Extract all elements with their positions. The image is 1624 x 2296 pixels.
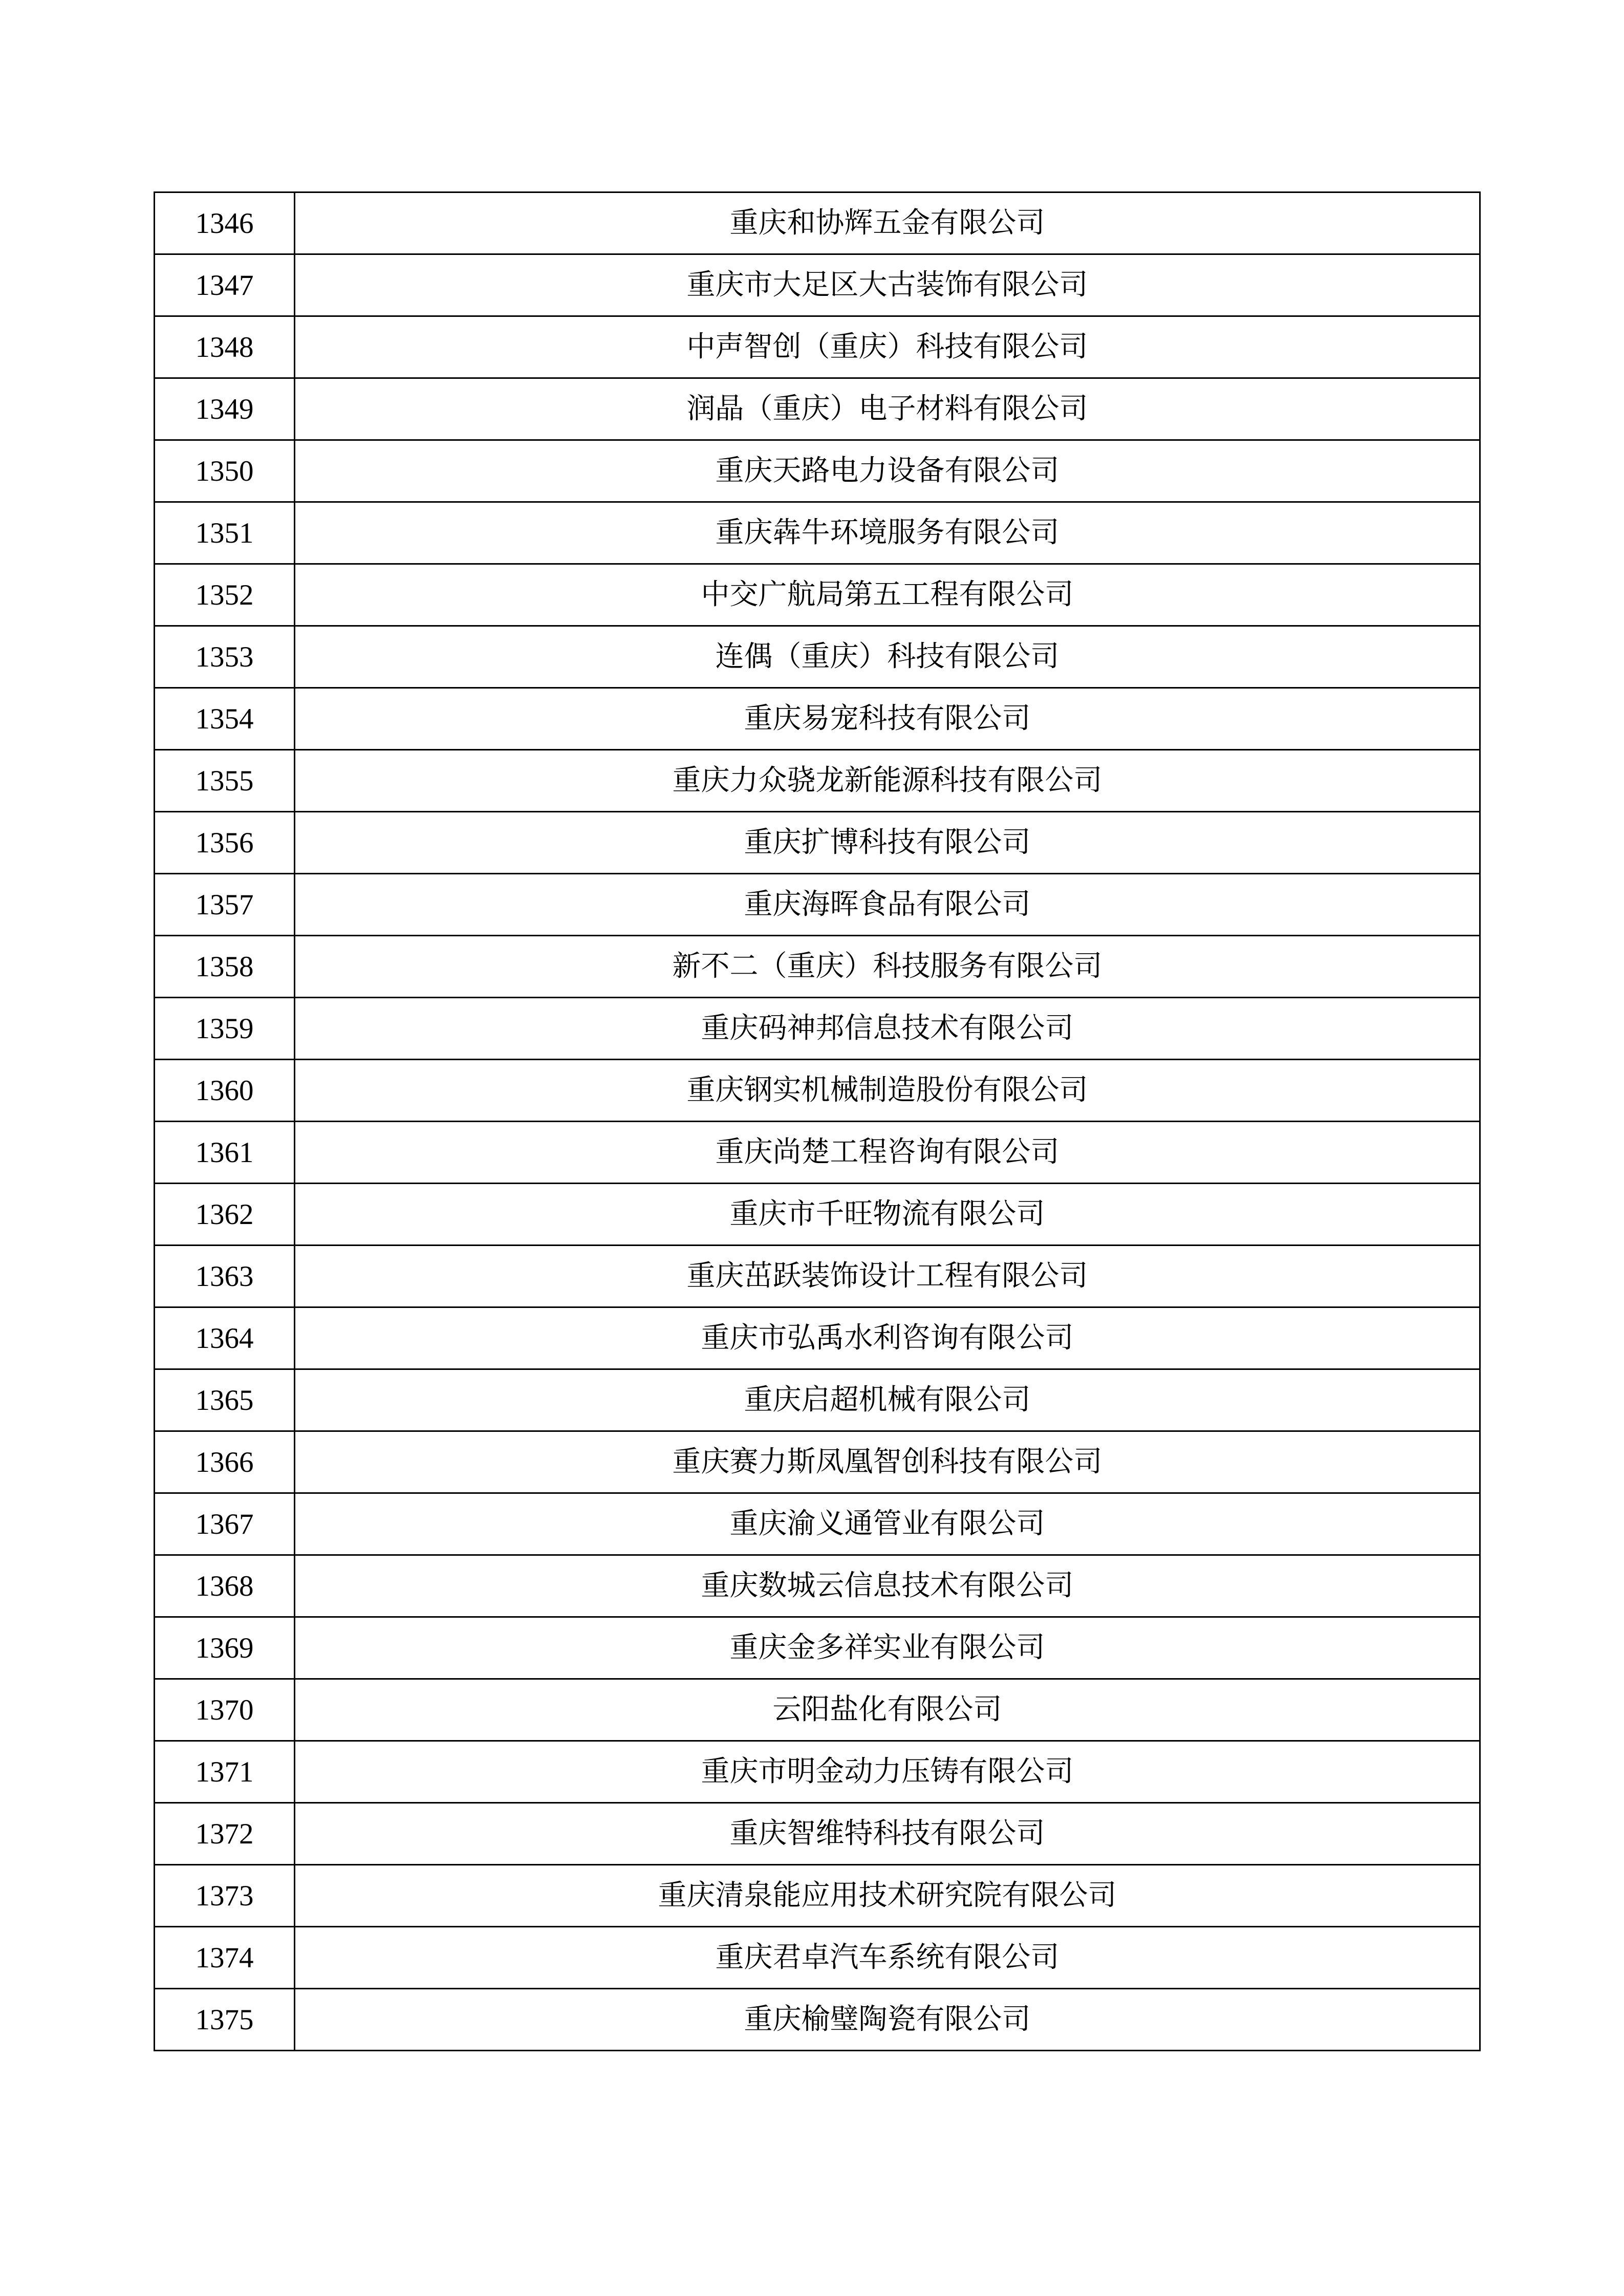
table-row bbox=[155, 936, 1480, 998]
row-number-cell: 1355 bbox=[155, 750, 295, 812]
company-name-cell: 重庆渝义通管业有限公司 bbox=[295, 1493, 1480, 1555]
row-number-cell: 1373 bbox=[155, 1865, 295, 1927]
table-row bbox=[155, 750, 1480, 812]
row-number-cell: 1348 bbox=[155, 316, 295, 378]
table-row bbox=[155, 812, 1480, 874]
row-number-cell: 1370 bbox=[155, 1679, 295, 1741]
row-number-cell: 1372 bbox=[155, 1803, 295, 1865]
company-name-cell: 重庆君卓汽车系统有限公司 bbox=[295, 1927, 1480, 1989]
table-row bbox=[155, 1246, 1480, 1307]
row-number-cell: 1361 bbox=[155, 1122, 295, 1184]
company-name-cell: 云阳盐化有限公司 bbox=[295, 1679, 1480, 1741]
table-row bbox=[155, 1741, 1480, 1803]
company-name-cell: 重庆尚楚工程咨询有限公司 bbox=[295, 1122, 1480, 1184]
table-body bbox=[155, 192, 1480, 2051]
row-number-cell: 1357 bbox=[155, 874, 295, 936]
row-number-cell: 1347 bbox=[155, 254, 295, 316]
row-number-cell: 1371 bbox=[155, 1741, 295, 1803]
row-number-cell: 1349 bbox=[155, 378, 295, 440]
company-name-cell: 中声智创（重庆）科技有限公司 bbox=[295, 316, 1480, 378]
table-row bbox=[155, 1431, 1480, 1493]
company-name-cell: 新不二（重庆）科技服务有限公司 bbox=[295, 936, 1480, 998]
row-number-cell: 1365 bbox=[155, 1369, 295, 1431]
company-name-cell: 重庆力众骁龙新能源科技有限公司 bbox=[295, 750, 1480, 812]
company-name-cell: 重庆赛力斯凤凰智创科技有限公司 bbox=[295, 1431, 1480, 1493]
row-number-cell: 1367 bbox=[155, 1493, 295, 1555]
table-row bbox=[155, 1803, 1480, 1865]
company-name-cell: 重庆市大足区大古装饰有限公司 bbox=[295, 254, 1480, 316]
company-name-cell: 重庆钢实机械制造股份有限公司 bbox=[295, 1060, 1480, 1122]
table-row bbox=[155, 874, 1480, 936]
company-name-cell: 连偶（重庆）科技有限公司 bbox=[295, 626, 1480, 688]
table-row bbox=[155, 1122, 1480, 1184]
table-row bbox=[155, 1989, 1480, 2051]
row-number-cell: 1350 bbox=[155, 440, 295, 502]
row-number-cell: 1375 bbox=[155, 1989, 295, 2051]
company-name-cell: 重庆市千旺物流有限公司 bbox=[295, 1184, 1480, 1246]
row-number-cell: 1369 bbox=[155, 1617, 295, 1679]
row-number-cell: 1352 bbox=[155, 564, 295, 626]
row-number-cell: 1356 bbox=[155, 812, 295, 874]
company-name-cell: 重庆数城云信息技术有限公司 bbox=[295, 1555, 1480, 1617]
company-name-cell: 重庆启超机械有限公司 bbox=[295, 1369, 1480, 1431]
table-row bbox=[155, 1865, 1480, 1927]
row-number-cell: 1374 bbox=[155, 1927, 295, 1989]
row-number-cell: 1362 bbox=[155, 1184, 295, 1246]
table-row bbox=[155, 316, 1480, 378]
row-number-cell: 1359 bbox=[155, 998, 295, 1060]
row-number-cell: 1358 bbox=[155, 936, 295, 998]
company-name-cell: 重庆海晖食品有限公司 bbox=[295, 874, 1480, 936]
row-number-cell: 1353 bbox=[155, 626, 295, 688]
company-name-cell: 重庆易宠科技有限公司 bbox=[295, 688, 1480, 750]
row-number-cell: 1368 bbox=[155, 1555, 295, 1617]
table-row bbox=[155, 1060, 1480, 1122]
company-name-cell: 重庆茁跃装饰设计工程有限公司 bbox=[295, 1246, 1480, 1307]
row-number-cell: 1364 bbox=[155, 1307, 295, 1369]
company-name-cell: 重庆金多祥实业有限公司 bbox=[295, 1617, 1480, 1679]
row-number-cell: 1366 bbox=[155, 1431, 295, 1493]
table-row bbox=[155, 1493, 1480, 1555]
table-row bbox=[155, 564, 1480, 626]
table-row bbox=[155, 1307, 1480, 1369]
company-name-cell: 重庆清泉能应用技术研究院有限公司 bbox=[295, 1865, 1480, 1927]
company-name-cell: 重庆市弘禹水利咨询有限公司 bbox=[295, 1307, 1480, 1369]
company-name-cell: 重庆犇牛环境服务有限公司 bbox=[295, 502, 1480, 564]
company-name-cell: 重庆和协辉五金有限公司 bbox=[295, 192, 1480, 254]
row-number-cell: 1351 bbox=[155, 502, 295, 564]
table-row bbox=[155, 1555, 1480, 1617]
table-row bbox=[155, 1927, 1480, 1989]
company-name-cell: 重庆榆璧陶瓷有限公司 bbox=[295, 1989, 1480, 2051]
company-list-table bbox=[154, 191, 1481, 2051]
table-row bbox=[155, 440, 1480, 502]
row-number-cell: 1346 bbox=[155, 192, 295, 254]
table-row bbox=[155, 1369, 1480, 1431]
row-number-cell: 1360 bbox=[155, 1060, 295, 1122]
table-row bbox=[155, 1184, 1480, 1246]
table-row bbox=[155, 998, 1480, 1060]
company-name-cell: 重庆智维特科技有限公司 bbox=[295, 1803, 1480, 1865]
company-name-cell: 重庆码神邦信息技术有限公司 bbox=[295, 998, 1480, 1060]
company-name-cell: 润晶（重庆）电子材料有限公司 bbox=[295, 378, 1480, 440]
row-number-cell: 1363 bbox=[155, 1246, 295, 1307]
table-row bbox=[155, 254, 1480, 316]
table-row bbox=[155, 378, 1480, 440]
company-name-cell: 重庆天路电力设备有限公司 bbox=[295, 440, 1480, 502]
table-row bbox=[155, 1617, 1480, 1679]
table-row bbox=[155, 688, 1480, 750]
company-name-cell: 重庆扩博科技有限公司 bbox=[295, 812, 1480, 874]
company-name-cell: 重庆市明金动力压铸有限公司 bbox=[295, 1741, 1480, 1803]
table-row bbox=[155, 192, 1480, 254]
table-row bbox=[155, 626, 1480, 688]
table-row bbox=[155, 1679, 1480, 1741]
row-number-cell: 1354 bbox=[155, 688, 295, 750]
table-row bbox=[155, 502, 1480, 564]
company-name-cell: 中交广航局第五工程有限公司 bbox=[295, 564, 1480, 626]
